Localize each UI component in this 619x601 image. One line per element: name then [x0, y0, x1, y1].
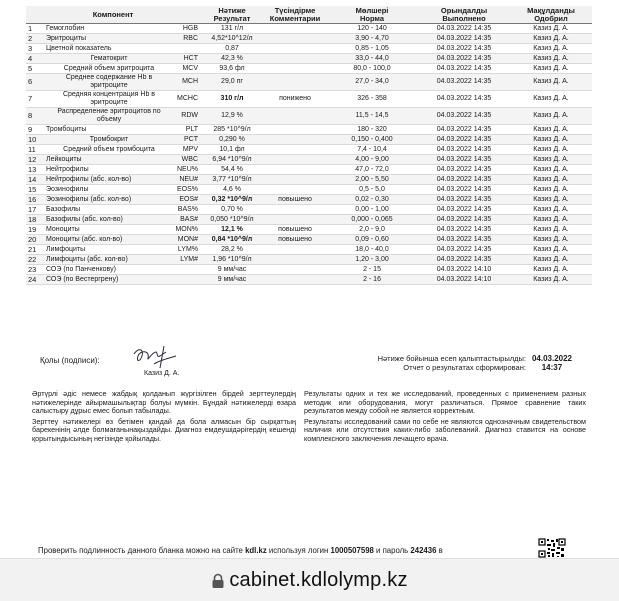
disclaimer-kazakh: [32, 390, 296, 445]
verify-site: kdl.kz: [245, 546, 267, 555]
component-name: Эозинофилы (абс. кол-во): [44, 195, 166, 205]
comment-value: [264, 215, 326, 225]
component-name: Тромбокрит: [44, 135, 166, 145]
row-number: 13: [26, 165, 44, 175]
norm-range: 326 - 358: [326, 91, 418, 108]
component-name: Средняя концентрация Hb в эритроците: [44, 91, 166, 108]
comment-value: повышено: [264, 225, 326, 235]
approved-by: Казиз Д. А.: [510, 54, 592, 64]
result-value: 1,96 *10^9/л: [200, 255, 264, 265]
norm-range: 2 - 15: [326, 265, 418, 275]
component-name: Тромбоциты: [44, 125, 166, 135]
approved-by: Казиз Д. А.: [510, 91, 592, 108]
table-row: [26, 24, 592, 34]
approved-by: Казиз Д. А.: [510, 245, 592, 255]
verify-login: 1000507598: [330, 546, 374, 555]
norm-range: 0,00 - 1,00: [326, 205, 418, 215]
component-name: Базофилы (абс. кол-во): [44, 215, 166, 225]
norm-range: 27,0 - 34,0: [326, 74, 418, 91]
component-name: Нейтрофилы (абс. кол-во): [44, 175, 166, 185]
component-name: Моноциты: [44, 225, 166, 235]
column-header-norm: Мөлшері Норма: [326, 6, 418, 24]
approved-by: Казиз Д. А.: [510, 255, 592, 265]
component-code: BAS#: [166, 215, 200, 225]
norm-range: 0,000 - 0,065: [326, 215, 418, 225]
row-number: 9: [26, 125, 44, 135]
done-datetime: 04.03.2022 14:35: [418, 225, 510, 235]
result-value: 0,32 *10^9/л: [200, 195, 264, 205]
component-code: [166, 44, 200, 54]
table-row: [26, 265, 592, 275]
table-row: [26, 195, 592, 205]
issued-label-ru: Отчет о результатах сформирован:: [403, 363, 526, 372]
table-row: [26, 275, 592, 285]
approved-by: Казиз Д. А.: [510, 108, 592, 125]
component-code: HCT: [166, 54, 200, 64]
component-name: Моноциты (абс. кол-во): [44, 235, 166, 245]
approved-by: Казиз Д. А.: [510, 225, 592, 235]
component-name: Распределение эритроцитов по объему: [44, 108, 166, 125]
disclaimer-kk-paragraph-2: Зерттеу нәтижелері өз бетімен қандай да бола алмасын бір сырқаттың барекенінің әлде болмағанынақыздайды. Диагноз емдеушідәрігердің кешенді қорытындысының негізінде қойылады.: [32, 416, 296, 443]
norm-range: 3,90 - 4,70: [326, 34, 418, 44]
comment-value: [264, 205, 326, 215]
component-code: BAS%: [166, 205, 200, 215]
component-code: NEU%: [166, 165, 200, 175]
component-name: Лейкоциты: [44, 155, 166, 165]
done-datetime: 04.03.2022 14:35: [418, 135, 510, 145]
signature-label: Қолы (подписи):: [40, 356, 100, 365]
done-datetime: 04.03.2022 14:35: [418, 54, 510, 64]
comment-value: [264, 245, 326, 255]
disclaimer-kk-paragraph-1: Әртүрлі әдіс немесе жабдық қолданып жүргізілген бірдей зерттеулердің нәтижелерінде айырмашылықтар болуы мүмкін. Бұндай нәтижелерді өзара салыстыру дұрыс емес болып табылады.: [32, 389, 296, 415]
norm-range: 0,150 - 0,400: [326, 135, 418, 145]
row-number: 3: [26, 44, 44, 54]
norm-range: 180 - 320: [326, 125, 418, 135]
table-row: [26, 125, 592, 135]
table-row: [26, 54, 592, 64]
component-name: Нейтрофилы: [44, 165, 166, 175]
browser-url-text[interactable]: cabinet.kdlolymp.kz: [229, 568, 408, 591]
approved-by: Казиз Д. А.: [510, 44, 592, 54]
result-value: 0,70 %: [200, 205, 264, 215]
norm-range: 0,02 - 0,30: [326, 195, 418, 205]
component-code: HGB: [166, 24, 200, 34]
handwritten-signature-icon: [130, 344, 180, 372]
comment-value: [264, 165, 326, 175]
approved-by: Казиз Д. А.: [510, 275, 592, 285]
result-value: 29,0 пг: [200, 74, 264, 91]
approved-by: Казиз Д. А.: [510, 155, 592, 165]
comment-value: [264, 125, 326, 135]
disclaimer-russian: [304, 390, 586, 445]
component-name: Эритроциты: [44, 34, 166, 44]
done-datetime: 04.03.2022 14:35: [418, 255, 510, 265]
done-datetime: 04.03.2022 14:35: [418, 205, 510, 215]
row-number: 14: [26, 175, 44, 185]
row-number: 11: [26, 145, 44, 155]
approved-by: Казиз Д. А.: [510, 205, 592, 215]
verify-password: 242436: [410, 546, 437, 555]
component-name: Гематокрит: [44, 54, 166, 64]
table-row: [26, 155, 592, 165]
norm-range: 80,0 - 100,0: [326, 64, 418, 74]
norm-range: 2,0 - 9,0: [326, 225, 418, 235]
component-name: Базофилы: [44, 205, 166, 215]
row-number: 19: [26, 225, 44, 235]
comment-value: [264, 54, 326, 64]
done-datetime: 04.03.2022 14:35: [418, 24, 510, 34]
comment-value: [264, 155, 326, 165]
row-number: 15: [26, 185, 44, 195]
component-code: EOS%: [166, 185, 200, 195]
table-row: [26, 225, 592, 235]
column-header-comment: Түсіндірме Комментарии: [264, 6, 326, 24]
browser-url-bar[interactable]: [0, 558, 619, 601]
result-value: 4,52*10^12/л: [200, 34, 264, 44]
done-datetime: 04.03.2022 14:35: [418, 44, 510, 54]
result-value: 0,84 *10^9/л: [200, 235, 264, 245]
comment-value: [264, 255, 326, 265]
done-datetime: 04.03.2022 14:35: [418, 175, 510, 185]
component-name: Гемоглобин: [44, 24, 166, 34]
component-code: [166, 275, 200, 285]
column-header-approved: Мақұлданды Одобрил: [510, 6, 592, 24]
norm-range: 0,85 - 1,05: [326, 44, 418, 54]
table-row: [26, 255, 592, 265]
component-code: WBC: [166, 155, 200, 165]
comment-value: [264, 275, 326, 285]
component-code: LYM%: [166, 245, 200, 255]
issued-time: 14:37: [541, 363, 563, 372]
verification-line: Проверить подлинность данного бланка можно на сайте kdl.kz используя логин 1000507598 и пароль 242436 в: [38, 546, 443, 555]
comment-value: [264, 135, 326, 145]
done-datetime: 04.03.2022 14:35: [418, 155, 510, 165]
done-datetime: 04.03.2022 14:35: [418, 215, 510, 225]
table-header-row: [26, 6, 592, 24]
table-row: [26, 34, 592, 44]
table-row: [26, 91, 592, 108]
lock-icon: [211, 573, 225, 589]
component-name: СОЭ (по Панченкову): [44, 265, 166, 275]
component-code: PLT: [166, 125, 200, 135]
comment-value: [264, 145, 326, 155]
norm-range: 33,0 - 44,0: [326, 54, 418, 64]
row-number: 24: [26, 275, 44, 285]
component-code: EOS#: [166, 195, 200, 205]
done-datetime: 04.03.2022 14:35: [418, 235, 510, 245]
component-name: Эозинофилы: [44, 185, 166, 195]
table-row: [26, 175, 592, 185]
component-code: RBC: [166, 34, 200, 44]
row-number: 12: [26, 155, 44, 165]
norm-range: 0,5 - 5,0: [326, 185, 418, 195]
result-value: 54,4 %: [200, 165, 264, 175]
done-datetime: 04.03.2022 14:35: [418, 108, 510, 125]
norm-range: 11,5 - 14,5: [326, 108, 418, 125]
table-row: [26, 108, 592, 125]
approved-by: Казиз Д. А.: [510, 125, 592, 135]
table-row: [26, 74, 592, 91]
done-datetime: 04.03.2022 14:35: [418, 64, 510, 74]
table-row: [26, 205, 592, 215]
approved-by: Казиз Д. А.: [510, 74, 592, 91]
comment-value: [264, 265, 326, 275]
done-datetime: 04.03.2022 14:10: [418, 265, 510, 275]
row-number: 17: [26, 205, 44, 215]
result-value: 131 г/л: [200, 24, 264, 34]
approved-by: Казиз Д. А.: [510, 185, 592, 195]
result-value: 0,290 %: [200, 135, 264, 145]
row-number: 1: [26, 24, 44, 34]
result-value: 42,3 %: [200, 54, 264, 64]
table-row: [26, 215, 592, 225]
norm-range: 0,09 - 0,60: [326, 235, 418, 245]
comment-value: [264, 44, 326, 54]
done-datetime: 04.03.2022 14:35: [418, 125, 510, 135]
row-number: 20: [26, 235, 44, 245]
comment-value: повышено: [264, 235, 326, 245]
result-value: 28,2 %: [200, 245, 264, 255]
row-number: 2: [26, 34, 44, 44]
row-number: 21: [26, 245, 44, 255]
approved-by: Казиз Д. А.: [510, 265, 592, 275]
table-row: [26, 245, 592, 255]
row-number: 7: [26, 91, 44, 108]
comment-value: [264, 64, 326, 74]
table-row: [26, 235, 592, 245]
result-value: 0,87: [200, 44, 264, 54]
component-code: [166, 265, 200, 275]
result-value: 285 *10^9/л: [200, 125, 264, 135]
result-value: 12,1 %: [200, 225, 264, 235]
comment-value: [264, 185, 326, 195]
component-name: Средний объем тромбоцита: [44, 145, 166, 155]
approved-by: Казиз Д. А.: [510, 195, 592, 205]
done-datetime: 04.03.2022 14:35: [418, 165, 510, 175]
result-value: 310 г/л: [200, 91, 264, 108]
approved-by: Казиз Д. А.: [510, 34, 592, 44]
component-name: Лимфоциты (абс. кол-во): [44, 255, 166, 265]
component-code: MPV: [166, 145, 200, 155]
component-name: СОЭ (по Вестергрену): [44, 275, 166, 285]
result-value: 12,9 %: [200, 108, 264, 125]
approved-by: Казиз Д. А.: [510, 24, 592, 34]
component-code: MCV: [166, 64, 200, 74]
row-number: 10: [26, 135, 44, 145]
comment-value: [264, 24, 326, 34]
column-header-done: Орындалды Выполнено: [418, 6, 510, 24]
row-number: 16: [26, 195, 44, 205]
issued-label-kk: Нәтиже бойынша есеп қалыптастырылды:: [377, 354, 526, 363]
done-datetime: 04.03.2022 14:35: [418, 195, 510, 205]
approved-by: Казиз Д. А.: [510, 145, 592, 155]
table-row: [26, 44, 592, 54]
result-value: 6,94 *10^9/л: [200, 155, 264, 165]
approved-by: Казиз Д. А.: [510, 165, 592, 175]
norm-range: 2 - 16: [326, 275, 418, 285]
comment-value: [264, 175, 326, 185]
norm-range: 1,20 - 3,00: [326, 255, 418, 265]
row-number: 8: [26, 108, 44, 125]
row-number: 6: [26, 74, 44, 91]
results-table: [26, 6, 592, 285]
comment-value: [264, 108, 326, 125]
done-datetime: 04.03.2022 14:35: [418, 145, 510, 155]
component-name: Средний объем эритроцита: [44, 64, 166, 74]
component-code: NEU#: [166, 175, 200, 185]
norm-range: 120 - 140: [326, 24, 418, 34]
norm-range: 7,4 - 10,4: [326, 145, 418, 155]
column-header-result: Нәтиже Результат: [200, 6, 264, 24]
done-datetime: 04.03.2022 14:35: [418, 91, 510, 108]
table-row: [26, 145, 592, 155]
done-datetime: 04.03.2022 14:35: [418, 185, 510, 195]
table-row: [26, 165, 592, 175]
issued-date: 04.03.2022: [531, 354, 572, 363]
done-datetime: 04.03.2022 14:35: [418, 34, 510, 44]
done-datetime: 04.03.2022 14:35: [418, 245, 510, 255]
component-name: Цветной показатель: [44, 44, 166, 54]
component-code: RDW: [166, 108, 200, 125]
norm-range: 4,00 - 9,00: [326, 155, 418, 165]
result-value: 0,050 *10^9/л: [200, 215, 264, 225]
done-datetime: 04.03.2022 14:35: [418, 74, 510, 91]
approved-by: Казиз Д. А.: [510, 235, 592, 245]
component-code: MCH: [166, 74, 200, 91]
component-name: Лимфоциты: [44, 245, 166, 255]
result-value: 10,1 фл: [200, 145, 264, 155]
signature-block: [40, 344, 580, 380]
result-value: 3,77 *10^9/л: [200, 175, 264, 185]
table-row: [26, 185, 592, 195]
signer-name: Казиз Д. А.: [144, 370, 180, 377]
approved-by: Казиз Д. А.: [510, 64, 592, 74]
disclaimer-ru-paragraph-1: Результаты одних и тех же исследований, проведенных с применением разных методик или оборудования, могут различаться. Прямое сравнение таких результатов между собой не является корректным.: [304, 389, 586, 415]
norm-range: 18,0 - 40,0: [326, 245, 418, 255]
component-code: LYM#: [166, 255, 200, 265]
approved-by: Казиз Д. А.: [510, 135, 592, 145]
table-row: [26, 64, 592, 74]
column-header-component: Компонент: [26, 6, 200, 24]
report-issued: [378, 354, 572, 372]
comment-value: понижено: [264, 91, 326, 108]
row-number: 23: [26, 265, 44, 275]
row-number: 5: [26, 64, 44, 74]
row-number: 18: [26, 215, 44, 225]
component-code: MON%: [166, 225, 200, 235]
comment-value: повышено: [264, 195, 326, 205]
norm-range: 47,0 - 72,0: [326, 165, 418, 175]
result-value: 93,6 фл: [200, 64, 264, 74]
row-number: 22: [26, 255, 44, 265]
comment-value: [264, 74, 326, 91]
disclaimer-ru-paragraph-2: Результаты исследований сами по себе не являются однозначным свидетельством наличия или отсутствия каких-либо заболеваний. Диагноз ставится на основе комплексного заключения лечащего врача.: [304, 416, 586, 443]
comment-value: [264, 34, 326, 44]
component-name: Среднее содержание Hb в эритроците: [44, 74, 166, 91]
norm-range: 2,00 - 5,50: [326, 175, 418, 185]
result-value: 4,6 %: [200, 185, 264, 195]
approved-by: Казиз Д. А.: [510, 175, 592, 185]
qr-code-icon: [538, 538, 566, 558]
component-code: MCHC: [166, 91, 200, 108]
approved-by: Казиз Д. А.: [510, 215, 592, 225]
table-row: [26, 135, 592, 145]
component-code: PCT: [166, 135, 200, 145]
result-value: 9 мм/час: [200, 265, 264, 275]
done-datetime: 04.03.2022 14:10: [418, 275, 510, 285]
result-value: 9 мм/час: [200, 275, 264, 285]
row-number: 4: [26, 54, 44, 64]
component-code: MON#: [166, 235, 200, 245]
